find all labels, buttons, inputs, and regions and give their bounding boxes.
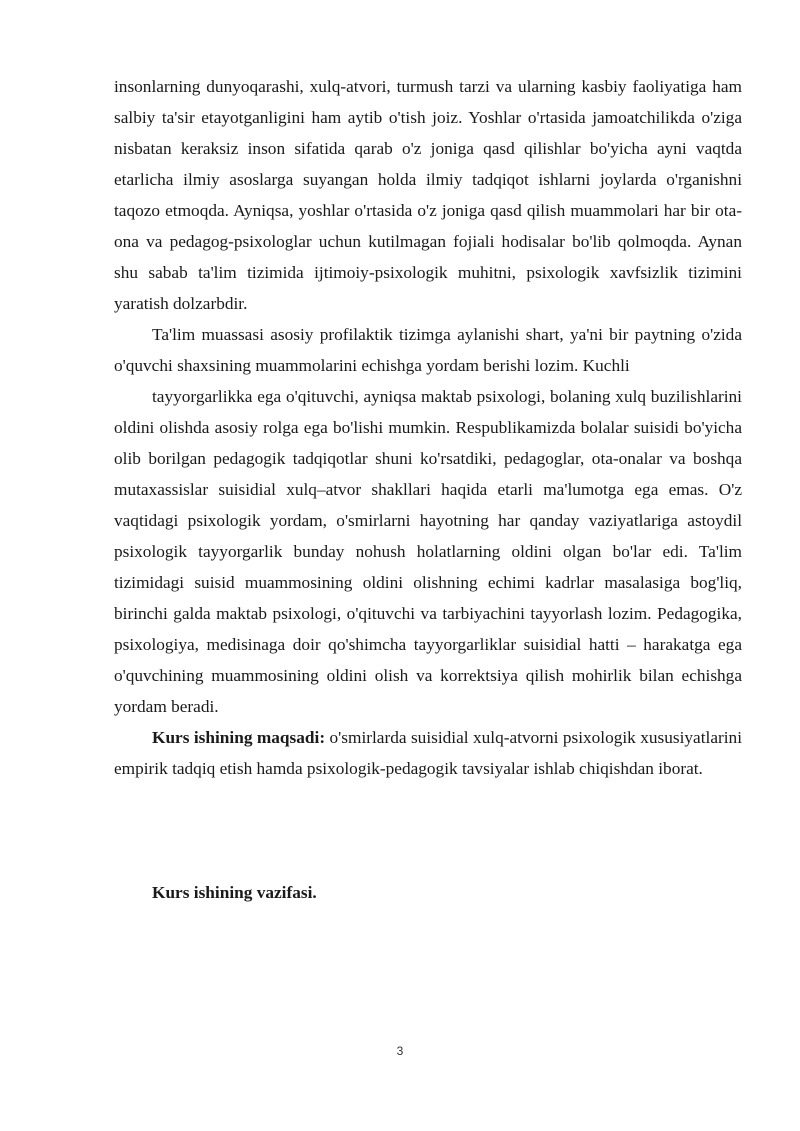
document-body bbox=[114, 71, 742, 908]
goal-paragraph bbox=[114, 722, 742, 784]
page-number: 3 bbox=[396, 1044, 404, 1058]
tasks-heading: Kurs ishining vazifasi. bbox=[152, 883, 317, 902]
paragraph-3: tayyorgarlikka ega o'qituvchi, ayniqsa maktab psixologi, bolaning xulq buzilishlarini oldini olishda asosiy rolga ega bo'lishi mumkin. Respublikamizda bolalar suisidi bo'yicha olib borilgan pedagogik tadqiqotlar shuni ko'rsatdiki, pedagoglar, ota-onalar va boshqa mutaxassislar suisidial xulq–atvor shakllari haqida etarli ma'lumotga ega emas. O'z vaqtidagi psixologik yordam, o'smirlarni hayotning har qanday vaziyatlariga astoydil psixologik tayyorgarlik bunday nohush holatlarning oldini olgan bo'lar edi. Ta'lim tizimidagi suisid muammosining oldini olishning echimi kadrlar masalasiga bog'liq, birinchi galda maktab psixologi, o'qituvchi va tarbiyachini tayyorlash lozim. Pedagogika, psixologiya, medisinaga doir qo'shimcha tayyorgarliklar suisidial hatti – harakatga ega o'quvchining muammosining oldini olish va korrektsiya qilish mohirlik bilan echishga yordam beradi. bbox=[114, 387, 742, 716]
goal-label: Kurs ishining maqsadi: bbox=[152, 728, 326, 747]
paragraph-1: insonlarning dunyoqarashi, xulq-atvori, turmush tarzi va ularning kasbiy faoliyatiga ham salbiy ta'sir etayotganligini ham aytib o'tish joiz. Yoshlar o'rtasida jamoatchilikda o'ziga nisbatan keraksiz inson sifatida qarab o'z joniga qasd qilishlar bo'yicha ayni vaqtda etarlicha ilmiy asoslarga suyangan holda ilmiy tadqiqot ishlarni joylarda o'rganishni taqozo etmoqda. Ayniqsa, yoshlar o'rtasida o'z joniga qasd qilish muammolari har bir ota-ona va pedagog-psixologlar uchun kutilmagan fojiali hodisalar bo'lib qolmoqda. Aynan shu sabab ta'lim tizimida ijtimoiy-psixologik muhitni, psixologik xavfsizlik tizimini yaratish dolzarbdir. bbox=[114, 77, 742, 313]
goal-text: o'smirlarda suisidial xulq-atvorni psixologik xususiyatlarini empirik tadqiq etish hamda psixologik-pedagogik tavsiyalar ishlab chiqishdan iborat. bbox=[114, 728, 742, 778]
spacer bbox=[114, 784, 742, 877]
paragraph-2: Ta'lim muassasi asosiy profilaktik tizimga aylanishi shart, ya'ni bir paytning o'zida o'quvchi shaxsining muammolarini echishga yordam berishi lozim. Kuchli bbox=[114, 325, 742, 375]
